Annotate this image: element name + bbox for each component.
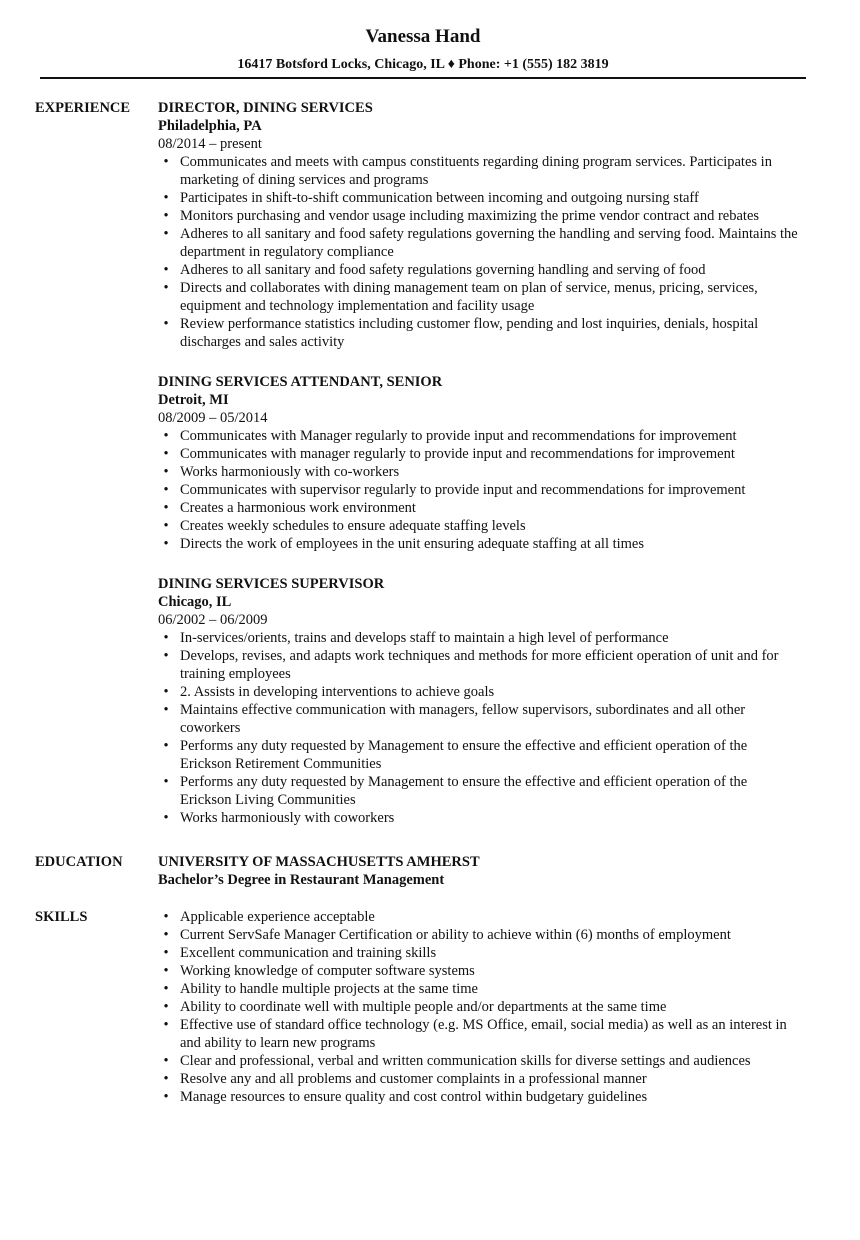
list-item [158,261,800,279]
list-item-text: Manage resources to ensure quality and cost control within budgetary guidelines [180,1089,648,1105]
bullet-icon: • [163,963,169,979]
bullet-icon: • [163,316,169,332]
list-item [158,962,800,980]
skills-heading: SKILLS [35,909,88,925]
bullet-icon: • [163,738,169,754]
bullet-icon: • [163,909,169,925]
list-item [158,315,800,351]
job-bullets [158,153,800,351]
list-item [158,1016,800,1052]
bullet-icon: • [163,190,169,206]
header-divider [40,77,806,79]
applicant-name: Vanessa Hand [365,26,481,47]
bullet-icon: • [163,810,169,826]
list-item [158,463,800,481]
list-item [158,629,800,647]
list-item [158,1070,800,1088]
list-item-text: Clear and professional, verbal and written communication skills for diverse settings and audiences [180,1053,751,1069]
list-item [158,1088,800,1106]
list-item [158,773,800,809]
list-item [158,225,800,261]
bullet-icon: • [163,428,169,444]
list-item-text: Works harmoniously with coworkers [180,810,395,826]
bullet-icon: • [163,518,169,534]
bullet-icon: • [163,999,169,1015]
job-dates: 08/2014 – present [158,136,262,152]
list-item-text: Monitors purchasing and vendor usage including maximizing the prime vendor contract and rebates [180,208,760,224]
list-item [158,481,800,499]
list-item-text: Performs any duty requested by Management to ensure the effective and efficient operation of the Erickson Retirement Communities [180,738,748,772]
job-title: DINING SERVICES SUPERVISOR [158,576,385,592]
list-item [158,809,800,827]
list-item [158,189,800,207]
list-item [158,499,800,517]
job-dates: 06/2002 – 06/2009 [158,612,268,628]
list-item [158,517,800,535]
list-item [158,279,800,315]
list-item-text: Directs the work of employees in the unit ensuring adequate staffing at all times [180,536,645,552]
bullet-icon: • [163,446,169,462]
bullet-icon: • [163,630,169,646]
list-item-text: In-services/orients, trains and develops staff to maintain a high level of performance [180,630,669,646]
degree-name: Bachelor’s Degree in Restaurant Management [158,872,445,888]
bullet-icon: • [163,464,169,480]
list-item [158,1052,800,1070]
bullet-icon: • [163,154,169,170]
job-title: DIRECTOR, DINING SERVICES [158,100,373,116]
list-item-text: 2. Assists in developing interventions to achieve goals [180,684,495,700]
bullet-icon: • [163,684,169,700]
bullet-icon: • [163,262,169,278]
list-item-text: Creates a harmonious work environment [180,500,416,516]
list-item [158,207,800,225]
list-item-text: Communicates with Manager regularly to provide input and recommendations for improvement [180,428,737,444]
list-item [158,908,800,926]
list-item [158,445,800,463]
list-item-text: Review performance statistics including customer flow, pending and lost inquiries, denials, hospital discharges and sales activity [180,316,759,350]
list-item-text: Communicates and meets with campus constituents regarding dining program services. Participates in marketing of dining services and programs [180,154,772,188]
list-item [158,683,800,701]
list-item-text: Communicates with manager regularly to provide input and recommendations for improvement [180,446,735,462]
list-item-text: Excellent communication and training skills [180,945,437,961]
list-item-text: Ability to coordinate well with multiple people and/or departments at the same time [180,999,667,1015]
list-item [158,701,800,737]
job-entry [158,373,800,553]
bullet-icon: • [163,536,169,552]
bullet-icon: • [163,702,169,718]
job-location: Detroit, MI [158,392,229,408]
bullet-icon: • [163,981,169,997]
bullet-icon: • [163,1053,169,1069]
bullet-icon: • [163,774,169,790]
skills-bullets [158,908,800,1106]
list-item-text: Works harmoniously with co-workers [180,464,400,480]
bullet-icon: • [163,280,169,296]
list-item [158,647,800,683]
bullet-icon: • [163,1017,169,1033]
list-item-text: Resolve any and all problems and customer complaints in a professional manner [180,1071,647,1087]
job-bullets [158,629,800,827]
list-item-text: Current ServSafe Manager Certification or ability to achieve within (6) months of employment [180,927,731,943]
bullet-icon: • [163,927,169,943]
job-entry [158,575,800,827]
bullet-icon: • [163,1071,169,1087]
job-dates: 08/2009 – 05/2014 [158,410,268,426]
list-item-text: Creates weekly schedules to ensure adequate staffing levels [180,518,526,534]
list-item [158,926,800,944]
list-item-text: Directs and collaborates with dining management team on plan of service, menus, pricing, services, equipment and technology implementation and facility usage [180,280,758,314]
education-body [158,853,800,889]
bullet-icon: • [163,1089,169,1105]
bullet-icon: • [163,648,169,664]
list-item [158,980,800,998]
list-item-text: Adheres to all sanitary and food safety regulations governing the handling and serving food. Maintains the department in regulatory compliance [180,226,798,260]
job-location: Philadelphia, PA [158,118,262,134]
skills-body [158,908,800,1106]
list-item-text: Ability to handle multiple projects at the same time [180,981,478,997]
bullet-icon: • [163,945,169,961]
list-item [158,427,800,445]
resume-header [0,26,846,74]
list-item [158,998,800,1016]
list-item-text: Working knowledge of computer software systems [180,963,475,979]
school-name: UNIVERSITY OF MASSACHUSETTS AMHERST [158,854,480,870]
list-item [158,944,800,962]
list-item-text: Participates in shift-to-shift communication between incoming and outgoing nursing staff [180,190,699,206]
experience-heading: EXPERIENCE [35,100,131,116]
contact-line: 16417 Botsford Locks, Chicago, IL ♦ Phone: +1 (555) 182 3819 [237,57,609,72]
job-entry [158,99,800,351]
list-item-text: Performs any duty requested by Management to ensure the effective and efficient operation of the Erickson Living Communities [180,774,748,808]
education-heading: EDUCATION [35,854,123,870]
list-item-text: Communicates with supervisor regularly to provide input and recommendations for improvement [180,482,746,498]
list-item-text: Maintains effective communication with managers, fellow supervisors, subordinates and all other coworkers [180,702,746,736]
job-bullets [158,427,800,553]
bullet-icon: • [163,226,169,242]
bullet-icon: • [163,208,169,224]
job-title: DINING SERVICES ATTENDANT, SENIOR [158,374,443,390]
experience-body [158,99,800,827]
list-item-text: Adheres to all sanitary and food safety regulations governing handling and serving of food [180,262,706,278]
bullet-icon: • [163,500,169,516]
list-item [158,153,800,189]
job-location: Chicago, IL [158,594,232,610]
list-item-text: Develops, revises, and adapts work techniques and methods for more efficient operation of unit and for training employees [180,648,779,682]
list-item [158,737,800,773]
list-item [158,535,800,553]
list-item-text: Applicable experience acceptable [180,909,375,925]
bullet-icon: • [163,482,169,498]
list-item-text: Effective use of standard office technology (e.g. MS Office, email, social media) as well as an interest in and ability to learn new programs [180,1017,787,1051]
